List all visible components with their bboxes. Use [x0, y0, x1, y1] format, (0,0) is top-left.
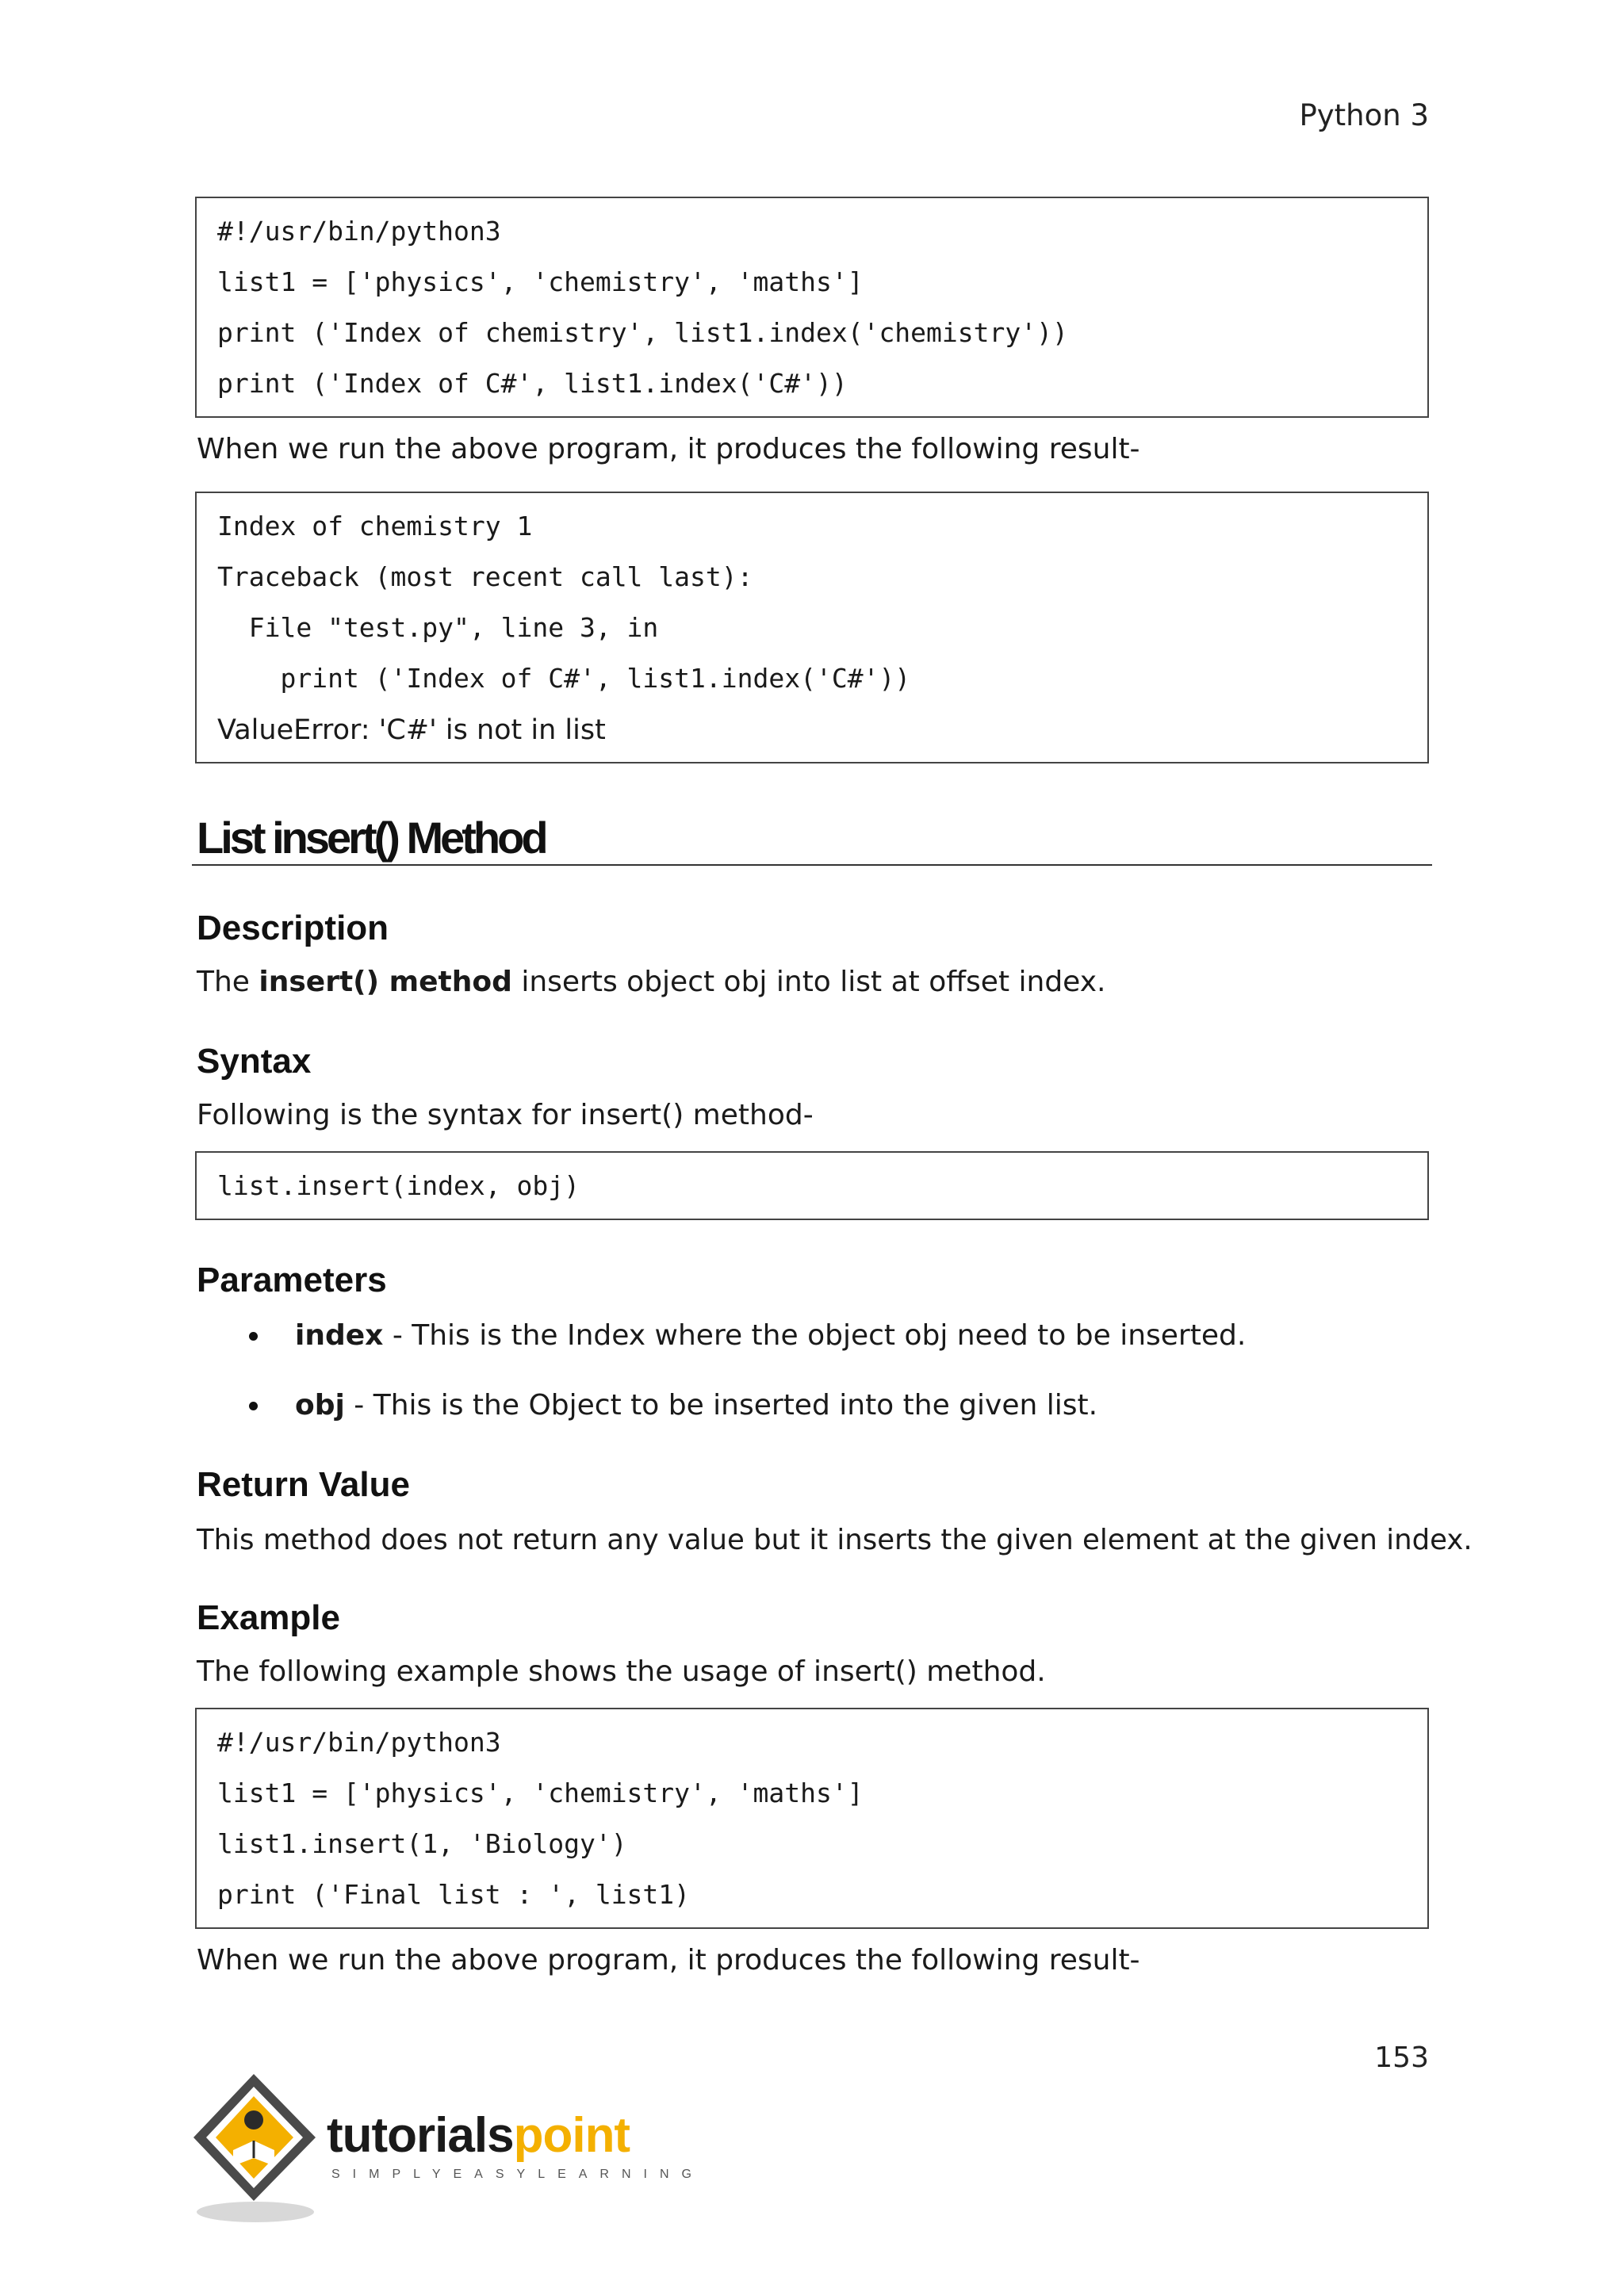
description-paragraph: [197, 966, 1105, 998]
example-heading: Example: [197, 1598, 340, 1637]
paragraph: When we run the above program, it produces the following result-: [197, 1944, 1140, 1976]
page-number: 153: [1374, 2042, 1429, 2074]
bullet-icon: [249, 1402, 258, 1410]
bullet-icon: [249, 1332, 258, 1341]
parameter-term: index: [295, 1319, 384, 1352]
syntax-paragraph: Following is the syntax for insert() method-: [197, 1099, 814, 1131]
logo-diamond-icon: [192, 2069, 327, 2228]
code-block: [195, 197, 1429, 418]
logo-word-1: tutorials: [327, 2108, 514, 2163]
output-line: print ('Index of C#', list1.index('C#')): [217, 663, 911, 694]
section-divider: [192, 864, 1432, 866]
code-line: list1 = ['physics', 'chemistry', 'maths']: [217, 266, 864, 297]
logo-wordmark: [327, 2107, 630, 2164]
running-header: Python 3: [1299, 98, 1429, 132]
parameter-text: - This is the Object to be inserted into the given list.: [344, 1389, 1098, 1422]
description-heading: Description: [197, 909, 389, 947]
code-line: print ('Index of chemistry', list1.index('chemistry')): [217, 317, 1068, 348]
code-line: list.insert(index, obj): [217, 1170, 580, 1201]
syntax-code-block: [195, 1151, 1429, 1220]
section-title: List insert() Method: [197, 813, 546, 863]
code-line: #!/usr/bin/python3: [217, 216, 501, 247]
code-line: #!/usr/bin/python3: [217, 1727, 501, 1758]
description-term: insert() method: [259, 966, 512, 998]
return-value-paragraph: This method does not return any value but it inserts the given element at the given index.: [197, 1524, 1473, 1556]
description-text: inserts object obj into list at offset index.: [511, 966, 1106, 998]
code-line: print ('Final list : ', list1): [217, 1879, 691, 1910]
code-line: print ('Index of C#', list1.index('C#')): [217, 368, 848, 399]
example-code-block: [195, 1708, 1429, 1929]
return-value-heading: Return Value: [197, 1465, 410, 1504]
logo-word-2: point: [513, 2108, 630, 2163]
error-line: ValueError: 'C#' is not in list: [217, 714, 606, 746]
description-text: The: [197, 966, 259, 998]
output-line: Index of chemistry 1: [217, 511, 533, 541]
parameter-term: obj: [295, 1389, 345, 1422]
syntax-heading: Syntax: [197, 1042, 312, 1081]
parameters-heading: Parameters: [197, 1261, 387, 1299]
tutorialspoint-logo: [192, 2069, 704, 2228]
paragraph: When we run the above program, it produces the following result-: [197, 433, 1140, 465]
output-line: File "test.py", line 3, in: [217, 612, 659, 643]
logo-tagline: SIMPLYEASYLEARNING: [331, 2168, 704, 2181]
code-line: list1.insert(1, 'Biology'): [217, 1828, 627, 1859]
parameter-text: - This is the Index where the object obj need to be inserted.: [383, 1319, 1247, 1352]
code-line: list1 = ['physics', 'chemistry', 'maths']: [217, 1777, 864, 1808]
output-block: [195, 492, 1429, 763]
example-paragraph: The following example shows the usage of insert() method.: [197, 1655, 1046, 1688]
output-line: Traceback (most recent call last):: [217, 561, 753, 592]
